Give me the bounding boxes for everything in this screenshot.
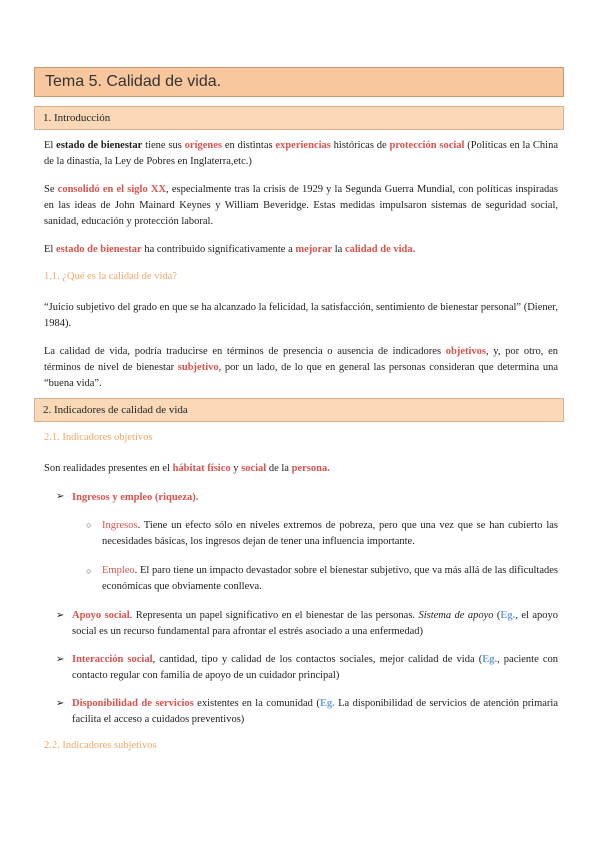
paragraph-1: El estado de bienestar tiene sus orígenes en distintas experiencias históricas de protección social (Políticas en la China de la dinastía, la Ley de Pobres en Inglaterra,etc.) [44, 140, 559, 167]
bullet-social-support: Apoyo social. Representa un papel significativo en el bienestar de las personas. Sistema de apoyo (Eg., el apoyo social es un recurso fundamental para afrontar el estrés asociado a una enfermedad) [72, 610, 558, 637]
section-heading-1 [34, 106, 564, 130]
subheading-2-2: 2.2. Indicadores subjetivos [44, 740, 157, 751]
sub-bullet-income: Ingresos. Tiene un efecto sólo en niveles extremos de pobreza, pero que una vez que se han cubierto las necesidades básicas, los ingresos dejan de tener una influencia importante. [102, 520, 558, 547]
bullet-income-employment: Ingresos y empleo (riqueza). [72, 492, 199, 503]
paragraph-6: Son realidades presentes en el hábitat físico y social de la persona. [44, 463, 330, 474]
section-heading-2-label: 2. Indicadores de calidad de vida [43, 404, 188, 416]
circle-bullet-icon: ○ [86, 566, 92, 576]
circle-bullet-icon: ○ [86, 520, 92, 530]
bullet-social-interaction: Interacción social, cantidad, tipo y calidad de los contactos sociales, mejor calidad de vida (Eg., paciente con contacto regular con familia de apoyo de un cuidador principal) [72, 654, 558, 681]
page-title: Tema 5. Calidad de vida. [45, 73, 222, 90]
title-banner [34, 67, 564, 97]
bullet-services-availability: Disponibilidad de servicios existentes en la comunidad (Eg. La disponibilidad de servicios de atención primaria facilita el acceso a cuidados preventivos) [72, 698, 559, 725]
paragraph-2: Se consolidó en el siglo XX, especialmente tras la crisis de 1929 y la Segunda Guerra Mundial, con políticas inspiradas en las ideas de John Mainard Keynes y William Beveridge. Estas medidas impulsaron sistemas de seguridad social, sanidad, educación y protección laboral. [44, 184, 558, 227]
paragraph-3: El estado de bienestar ha contribuido significativamente a mejorar la calidad de vida. [44, 244, 416, 255]
paragraph-5: La calidad de vida, podría traducirse en términos de presencia o ausencia de indicadores objetivos, y, por otro, en términos de nivel de bienestar subjetivo, por un lado, de lo que en general las personas consideran que determina una “buena vida”. [44, 346, 558, 389]
paragraph-4-quote: “Juicio subjetivo del grado en que se ha alcanzado la felicidad, la satisfacción, sentimiento de bienestar personal” (Diener, 1984). [44, 302, 558, 329]
subheading-2-1: 2.1. Indicadores objetivos [44, 432, 153, 443]
arrow-bullet-icon: ➢ [56, 698, 65, 709]
arrow-bullet-icon: ➢ [56, 610, 65, 621]
arrow-bullet-icon: ➢ [56, 654, 65, 665]
section-heading-2 [34, 398, 564, 422]
arrow-bullet-icon: ➢ [56, 491, 65, 502]
sub-bullet-employment: Empleo. El paro tiene un impacto devastador sobre el bienestar subjetivo, que va más allá de las dificultades económicas que obviamente conlleva. [102, 565, 558, 592]
subheading-1-1: 1.1. ¿Qué es la calidad de vida? [44, 271, 177, 282]
section-heading-1-label: 1. Introducción [43, 112, 111, 124]
